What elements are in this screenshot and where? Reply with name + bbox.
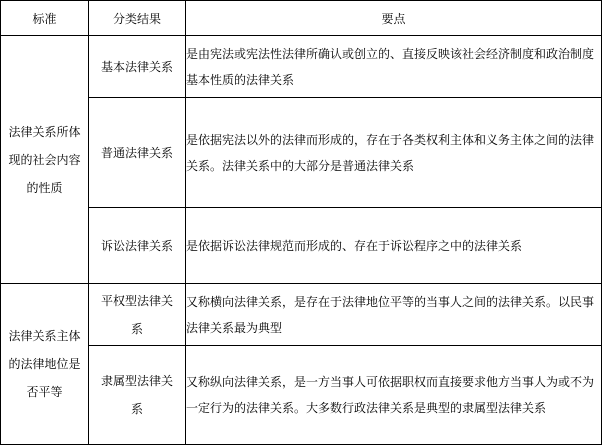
classification-label: 隶属型法律关系 bbox=[100, 374, 173, 416]
key-point-cell: 是由宪法或宪法性法律所确认或创立的、直接反映该社会经济制度和政治制度基本性质的法律关系 bbox=[186, 36, 602, 98]
classification-cell bbox=[89, 346, 186, 445]
classification-label: 基本法律关系 bbox=[100, 59, 173, 74]
table-row bbox=[1, 98, 602, 208]
key-point-cell: 是依据诉讼法律规范而形成的、存在于诉讼程序之中的法律关系 bbox=[186, 208, 602, 284]
standard-cell-legal-status bbox=[1, 284, 89, 445]
key-point-cell: 又称纵向法律关系，是一方当事人可依据职权而直接要求他方当事人为或不为一定行为的法律关系。大多数行政法律关系是典型的隶属型法律关系 bbox=[186, 346, 602, 445]
header-standard: 标准 bbox=[1, 1, 89, 36]
classification-cell bbox=[89, 36, 186, 98]
classification-label: 普通法律关系 bbox=[100, 145, 173, 160]
classification-cell bbox=[89, 284, 186, 346]
table-row bbox=[1, 36, 602, 98]
standard-label: 法律关系主体的法律地位是否平等 bbox=[8, 329, 81, 399]
header-key-points: 要点 bbox=[186, 1, 602, 36]
header-classification: 分类结果 bbox=[89, 1, 186, 36]
table-header-row bbox=[1, 1, 602, 36]
key-point-cell: 是依据宪法以外的法律而形成的，存在于各类权利主体和义务主体之间的法律关系。法律关系中的大部分是普通法律关系 bbox=[186, 98, 602, 208]
standard-cell-social-content bbox=[1, 36, 89, 284]
table-row bbox=[1, 208, 602, 284]
classification-label: 诉讼法律关系 bbox=[100, 238, 173, 253]
classification-cell bbox=[89, 208, 186, 284]
classification-cell bbox=[89, 98, 186, 208]
table-row bbox=[1, 346, 602, 445]
standard-label: 法律关系所体现的社会内容的性质 bbox=[8, 124, 81, 195]
classification-label: 平权型法律关系 bbox=[100, 293, 173, 336]
table-row bbox=[1, 284, 602, 346]
key-point-cell: 又称横向法律关系，是存在于法律地位平等的当事人之间的法律关系。以民事法律关系最为典型 bbox=[186, 284, 602, 346]
